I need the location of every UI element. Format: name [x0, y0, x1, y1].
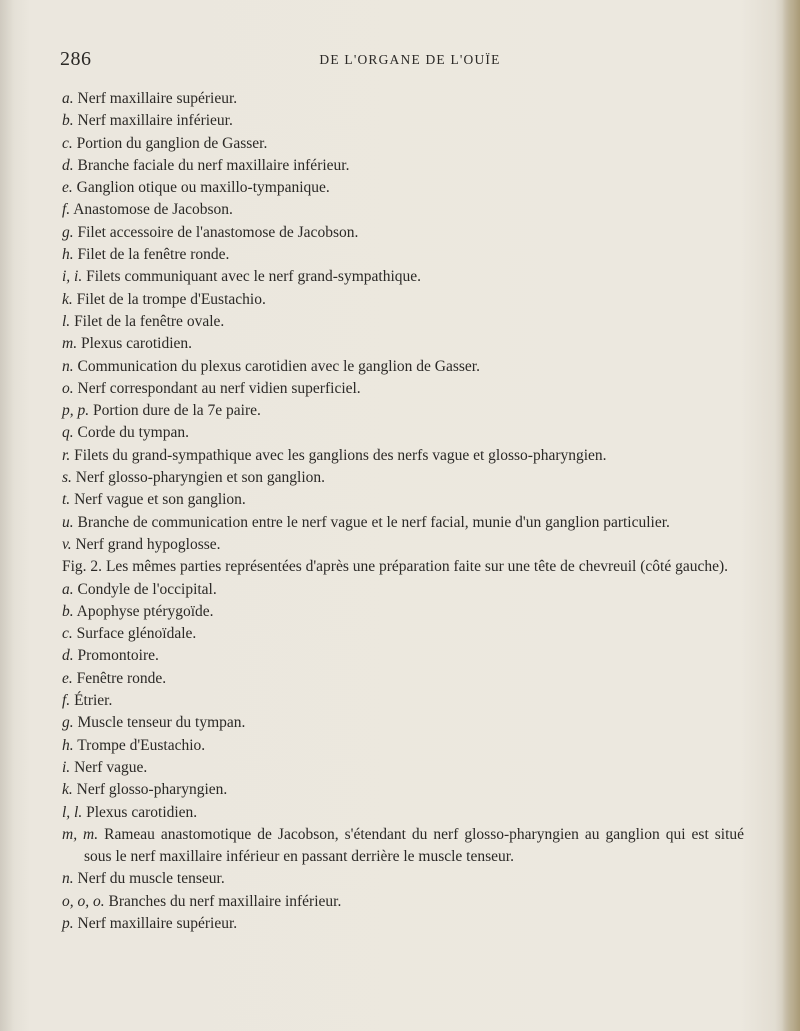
legend-list-figure-1	[62, 88, 744, 556]
legend-letter: n.	[62, 870, 74, 888]
legend-entry	[62, 445, 744, 467]
legend-entry	[62, 712, 744, 734]
legend-description: Nerf correspondant au nerf vidien superficiel.	[77, 379, 361, 397]
legend-description: Nerf maxillaire supérieur.	[77, 90, 238, 107]
legend-letter: l, l.	[62, 803, 83, 821]
legend-entry	[62, 110, 744, 132]
legend-entry	[62, 155, 744, 177]
legend-description: Nerf grand hypoglosse.	[75, 535, 221, 553]
legend-entry	[62, 467, 744, 489]
legend-description: Rameau anastomotique de Jacobson, s'étendant du nerf glosso-pharyngien au ganglion qui est situé sous le nerf maxillaire inférieur en passant derrière le muscle tenseur.	[84, 825, 745, 866]
legend-description: Filet de la fenêtre ovale.	[74, 312, 225, 330]
legend-letter: f.	[62, 692, 71, 710]
legend-description: Branche faciale du nerf maxillaire inférieur.	[77, 156, 350, 174]
legend-letter: g.	[62, 223, 74, 241]
legend-entry	[62, 668, 744, 690]
legend-letter: t.	[62, 491, 71, 509]
legend-description: Communication du plexus carotidien avec le ganglion de Gasser.	[77, 357, 480, 375]
legend-letter: d.	[62, 647, 74, 665]
legend-letter: b.	[62, 112, 74, 130]
legend-letter: o, o, o.	[62, 892, 105, 910]
legend-description: Nerf glosso-pharyngien et son ganglion.	[75, 469, 326, 487]
figure-2-caption	[62, 556, 744, 578]
legend-letter: k.	[62, 781, 73, 799]
legend-entry	[62, 222, 744, 244]
legend-letter: a.	[62, 580, 74, 598]
legend-description: Condyle de l'occipital.	[77, 580, 217, 598]
legend-description: Surface glénoïdale.	[76, 625, 197, 643]
legend-description: Filet de la fenêtre ronde.	[77, 246, 230, 264]
legend-description: Portion dure de la 7e paire.	[93, 402, 261, 420]
legend-letter: g.	[62, 714, 74, 732]
legend-description: Nerf du muscle tenseur.	[77, 870, 225, 888]
legend-letter: n.	[62, 357, 74, 375]
running-head: DE L'ORGANE DE L'OUÏE	[319, 52, 501, 67]
legend-letter: b.	[62, 602, 74, 620]
legend-entry	[62, 177, 744, 199]
legend-letter: k.	[62, 290, 73, 308]
page-gutter	[0, 0, 14, 1031]
legend-description: Anastomose de Jacobson.	[73, 201, 233, 219]
legend-entry	[62, 333, 744, 355]
legend-description: Nerf vague et son ganglion.	[74, 491, 246, 509]
legend-entry	[62, 868, 744, 890]
legend-entry	[62, 690, 744, 712]
legend-description: Filets du grand-sympathique avec les ganglions des nerfs vague et glosso-pharyngien.	[74, 446, 607, 464]
legend-letter: p, p.	[62, 402, 90, 420]
legend-entry	[62, 266, 744, 288]
legend-entry	[62, 913, 744, 935]
page-number: 286	[60, 48, 92, 70]
legend-description: Filet de la trompe d'Eustachio.	[76, 290, 266, 308]
legend-description: Filets communiquant avec le nerf grand-sympathique.	[86, 268, 422, 286]
legend-description: Apophyse ptérygoïde.	[76, 602, 214, 620]
legend-entry	[62, 512, 744, 534]
page-header	[60, 48, 760, 72]
legend-entry	[62, 400, 744, 422]
legend-entry	[62, 88, 744, 110]
legend-description: Nerf glosso-pharyngien.	[76, 781, 228, 799]
legend-letter: e.	[62, 179, 73, 197]
legend-entry	[62, 601, 744, 623]
legend-description: Plexus carotidien.	[80, 335, 193, 353]
legend-entry	[62, 199, 744, 221]
legend-entry	[62, 378, 744, 400]
legend-entry	[62, 133, 744, 155]
legend-letter: h.	[62, 736, 74, 754]
legend-entry	[62, 356, 744, 378]
legend-letter: r.	[62, 446, 71, 464]
figure-2-label: Fig. 2.	[62, 558, 103, 576]
legend-description: Trompe d'Eustachio.	[77, 736, 206, 754]
legend-description: Nerf vague.	[74, 758, 148, 776]
legend-entry	[62, 311, 744, 333]
legend-letter: h.	[62, 246, 74, 264]
legend-entry	[62, 891, 744, 913]
legend-letter: o.	[62, 379, 74, 397]
legend-description: Muscle tenseur du tympan.	[77, 714, 246, 732]
legend-letter: d.	[62, 156, 74, 174]
page-edge	[782, 0, 800, 1031]
legend-entry	[62, 757, 744, 779]
legend-description: Filet accessoire de l'anastomose de Jacobson.	[77, 223, 359, 241]
legend-entry	[62, 534, 744, 556]
legend-entry	[62, 779, 744, 801]
legend-description: Portion du ganglion de Gasser.	[76, 134, 268, 152]
legend-entry	[62, 289, 744, 311]
legend-description: Nerf maxillaire inférieur.	[77, 112, 233, 130]
legend-entry	[62, 489, 744, 511]
legend-letter: s.	[62, 469, 72, 487]
legend-letter: m, m.	[62, 825, 99, 843]
legend-letter: q.	[62, 424, 74, 442]
legend-description: Étrier.	[74, 692, 113, 710]
legend-letter: i.	[62, 758, 71, 776]
legend-description: Branche de communication entre le nerf vague et le nerf facial, munie d'un ganglion particulier.	[77, 513, 670, 531]
legend-description: Corde du tympan.	[77, 424, 189, 442]
legend-description: Ganglion otique ou maxillo-tympanique.	[76, 179, 330, 197]
legend-entry	[62, 735, 744, 757]
legend-entry	[62, 623, 744, 645]
legend-entry	[62, 645, 744, 667]
legend-description: Promontoire.	[77, 647, 159, 665]
legend-list-figure-2	[62, 579, 744, 936]
legend-letter: l.	[62, 312, 71, 330]
legend-letter: m.	[62, 335, 78, 353]
legend-description: Plexus carotidien.	[86, 803, 198, 821]
legend-letter: i, i.	[62, 268, 83, 286]
legend-entry	[62, 802, 744, 824]
legend-description: Nerf maxillaire supérieur.	[77, 914, 238, 932]
legend-letter: a.	[62, 90, 74, 107]
legend-letter: v.	[62, 535, 72, 553]
legend-letter: f.	[62, 201, 71, 219]
legend-letter: e.	[62, 669, 73, 687]
legend-entry	[62, 244, 744, 266]
legend-entry	[62, 579, 744, 601]
figure-2-description: Les mêmes parties représentées d'après une préparation faite sur une tête de chevreuil (côté gauche).	[105, 558, 729, 576]
legend-entry	[62, 422, 744, 444]
legend-description: Branches du nerf maxillaire inférieur.	[108, 892, 342, 910]
legend-letter: u.	[62, 513, 74, 531]
legend-letter: c.	[62, 625, 73, 643]
legend-entry	[62, 824, 744, 869]
legend-letter: c.	[62, 134, 73, 152]
legend-letter: p.	[62, 914, 74, 932]
legend-description: Fenêtre ronde.	[76, 669, 167, 687]
legend-text	[62, 88, 744, 935]
